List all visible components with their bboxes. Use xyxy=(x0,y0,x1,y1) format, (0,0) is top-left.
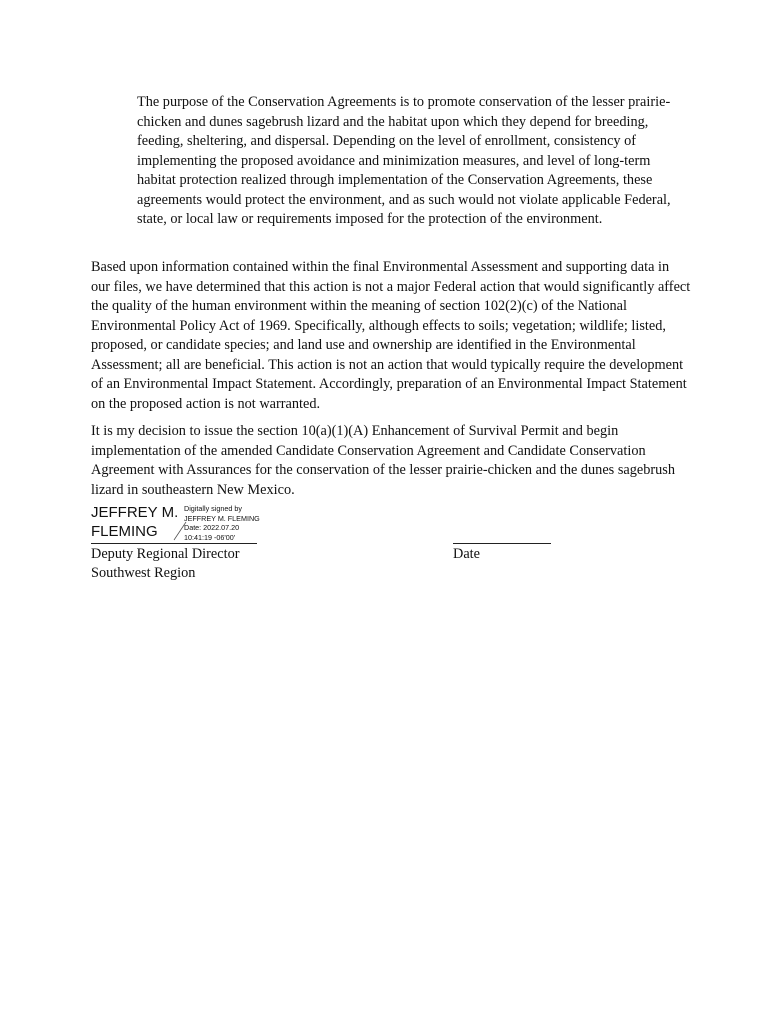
signature-detail-line: 10:41:19 -06'00' xyxy=(184,532,236,542)
signature-name xyxy=(91,503,178,541)
date-label: Date xyxy=(453,546,480,562)
date-line xyxy=(453,543,551,544)
signer-title-block xyxy=(91,545,239,582)
determination-paragraph: Based upon information contained within the final Environmental Assessment and supporting data in our files, we have determined that this action is not a major Federal action that would significantly affect the quality of the human environment within the meaning of section 102(2)(c) of the National Environmental Policy Act of 1969. Specifically, although effects to soils; vegetation; wildlife; listed, proposed, or candidate species; and land use and ownership are identified in the Environmental Assessment; all are beneficial. This action is not an action that would typically require the development of an Environmental Impact Statement. Accordingly, preparation of an Environmental Impact Statement on the proposed action is not warranted. xyxy=(91,259,691,412)
signature-detail-line: JEFFREY M. FLEMING xyxy=(184,513,260,523)
signer-title: Deputy Regional Director xyxy=(91,546,240,562)
signature-name-line1: JEFFREY M. xyxy=(91,504,179,521)
purpose-paragraph: The purpose of the Conservation Agreements is to promote conservation of the lesser prairie-chicken and dunes sagebrush lizard and the habitat upon which they depend for breeding, feeding, sheltering, and dispersal. Depending on the level of enrollment, consistency of implementing the proposed avoidance and minimization measures, and level of long-term habitat protection realized through implementation of the Conservation Agreements, these agreements would protect the environment, and as such would not violate applicable Federal, state, or local law or requirements imposed for the protection of the environment. xyxy=(137,94,671,227)
decision-paragraph: It is my decision to issue the section 10(a)(1)(A) Enhancement of Survival Permit and begin implementation of the amended Candidate Conservation Agreement and Candidate Conservation Agreement with Assurances for the conservation of the lesser prairie-chicken and the dunes sagebrush lizard in southeastern New Mexico. xyxy=(91,423,675,498)
digital-signature[interactable] xyxy=(91,503,291,547)
signature-line xyxy=(91,543,257,544)
signature-detail-line: Digitally signed by xyxy=(184,504,242,513)
signature-name-line2: FLEMING xyxy=(91,523,158,540)
signature-detail-line: Date: 2022.07.20 xyxy=(184,523,240,533)
signer-region: Southwest Region xyxy=(91,564,196,581)
signature-details xyxy=(184,504,260,542)
